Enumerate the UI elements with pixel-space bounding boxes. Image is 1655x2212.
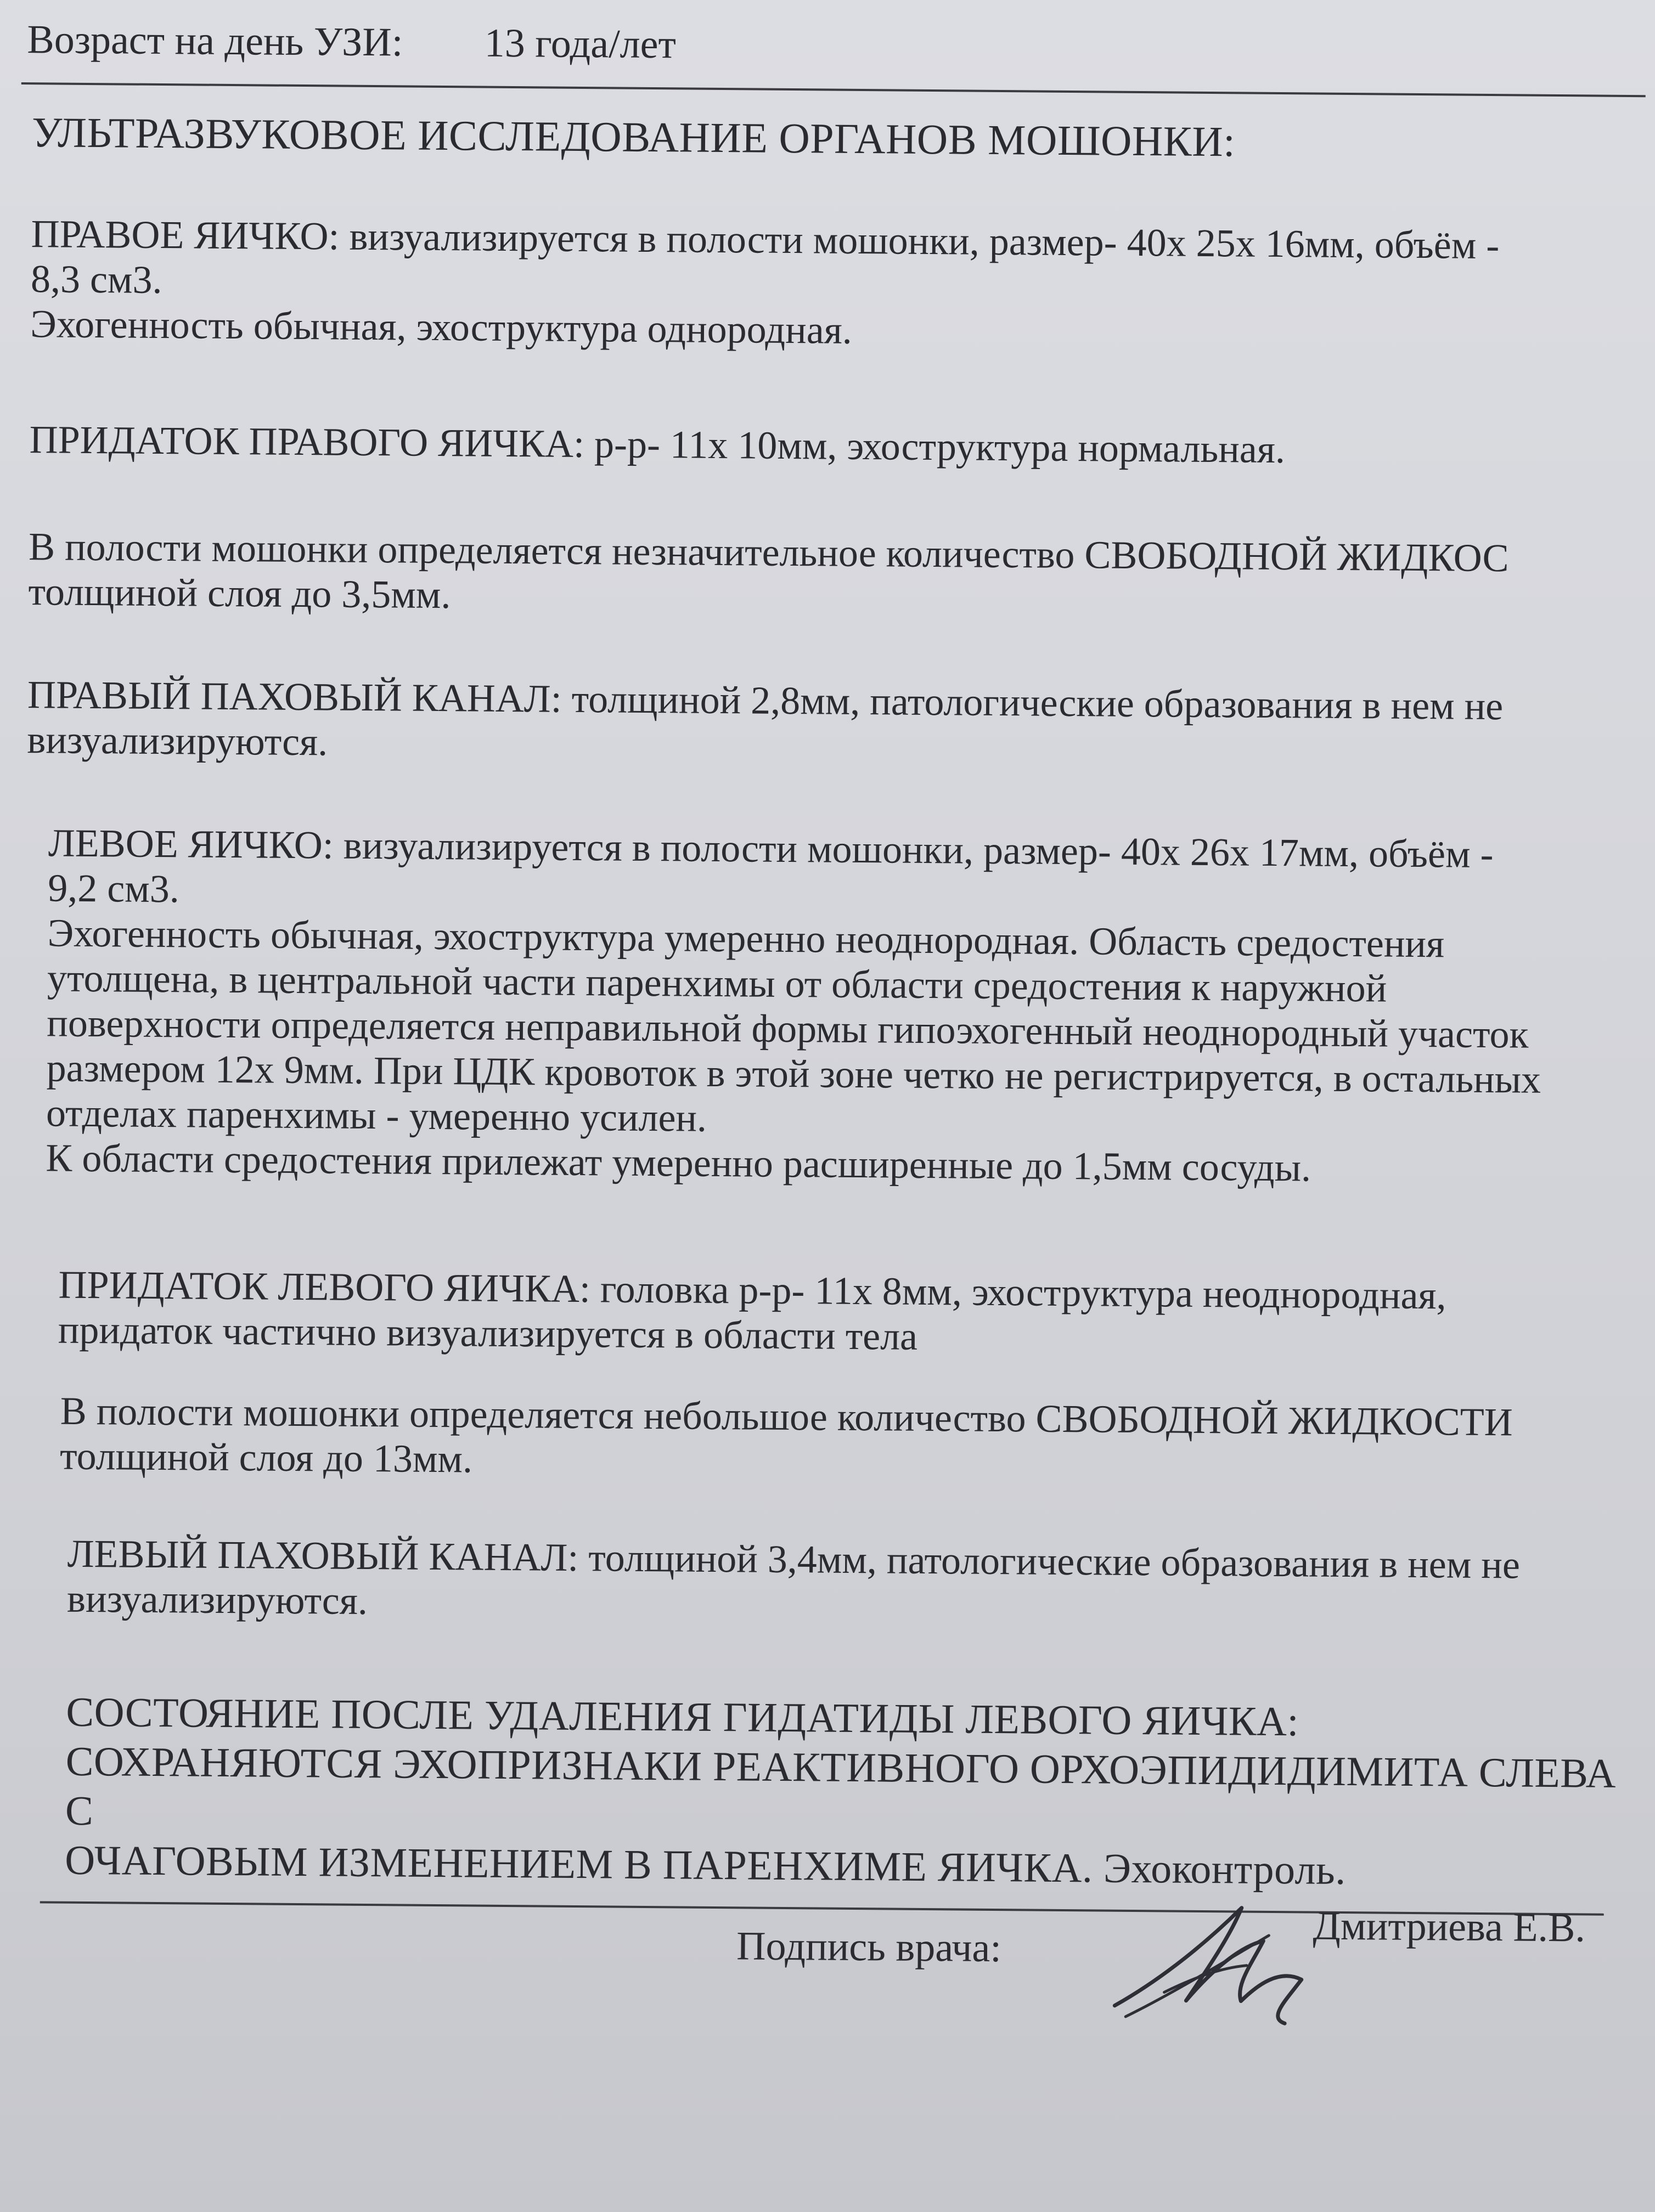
handwritten-signature xyxy=(1104,1874,1335,2040)
conclusion-line-3: ОЧАГОВЫМ ИЗМЕНЕНИЕМ В ПАРЕНХИМЕ ЯИЧКА. Эхоконтроль. xyxy=(65,1837,1347,1894)
age-label: Возраст на день УЗИ: xyxy=(27,17,403,65)
conclusion-section xyxy=(65,1688,1647,1898)
left-canal-section xyxy=(67,1531,1620,1633)
fluid-left-section xyxy=(60,1389,1624,1491)
right-epididymis-line-1: ПРИДАТОК ПРАВОГО ЯИЧКА: р-р- 11х 10мм, эхоструктура нормальная. xyxy=(29,417,1286,472)
right-testis-line-3: Эхогенность обычная, эхоструктура однородная. xyxy=(30,302,853,352)
age-value: 13 года/лет xyxy=(484,20,677,67)
right-epididymis-section xyxy=(29,417,1637,475)
left-canal-line-2: визуализируются. xyxy=(66,1576,368,1623)
left-epididymis-section xyxy=(58,1262,1628,1364)
doctor-name: Дмитриева Е.В. xyxy=(1313,1903,1586,1951)
left-testis-line-5: поверхности определяется неправильной формы гипоэхогенный неоднородный участок xyxy=(47,1001,1529,1057)
right-testis-line-2: 8,3 см3. xyxy=(30,257,162,302)
right-canal-section xyxy=(27,672,1635,775)
right-testis-line-1: ПРАВОЕ ЯИЧКО: визуализируется в полости мошонки, размер- 40х 25х 16мм, объём - xyxy=(31,212,1500,268)
left-testis-line-6: размером 12х 9мм. При ЦДК кровоток в этой зоне четко не регистрируется, в остальных xyxy=(46,1046,1541,1102)
conclusion-line-1: СОСТОЯНИЕ ПОСЛЕ УДАЛЕНИЯ ГИДАТИДЫ ЛЕВОГО ЯИЧКА: xyxy=(66,1689,1299,1745)
left-testis-section xyxy=(46,820,1629,1193)
left-canal-line-1: ЛЕВЫЙ ПАХОВЫЙ КАНАЛ: толщиной 3,4мм, патологические образования в нем не xyxy=(67,1531,1521,1587)
age-line xyxy=(27,16,676,68)
report-title-text: УЛЬТРАЗВУКОВОЕ ИССЛЕДОВАНИЕ ОРГАНОВ МОШОНКИ: xyxy=(31,108,1236,166)
left-testis-line-8: К области средостения прилежат умеренно расширенные до 1,5мм сосуды. xyxy=(46,1136,1311,1190)
fluid-right-line-2: толщиной слоя до 3,5мм. xyxy=(28,569,451,617)
fluid-left-line-2: толщиной слоя до 13мм. xyxy=(59,1434,473,1481)
signature-label: Подпись врача: xyxy=(736,1923,1002,1971)
left-testis-line-4: утолщена, в центральной части паренхимы от области средостения к наружной xyxy=(47,956,1387,1011)
left-testis-line-2: 9,2 см3. xyxy=(47,866,180,911)
left-testis-line-3: Эхогенность обычная, эхоструктура умеренно неоднородная. Область средостения xyxy=(47,911,1445,966)
fluid-left-line-1: В полости мошонки определяется небольшое количество СВОБОДНОЙ ЖИДКОСТИ xyxy=(60,1389,1513,1444)
report-page xyxy=(22,0,1646,1971)
left-testis-line-7: отделах паренхимы - умеренно усилен. xyxy=(46,1091,707,1140)
left-epididymis-line-2: придаток частично визуализируется в области тела xyxy=(58,1307,918,1358)
fluid-right-section xyxy=(28,524,1636,627)
header-divider xyxy=(21,82,1646,97)
right-canal-line-2: визуализируются. xyxy=(27,718,328,764)
conclusion-line-2: СОХРАНЯЮТСЯ ЭХОПРИЗНАКИ РЕАКТИВНОГО ОРХОЭПИДИДИМИТА СЛЕВА С xyxy=(65,1738,1617,1835)
report-title xyxy=(32,110,1640,167)
left-epididymis-line-1: ПРИДАТОК ЛЕВОГО ЯИЧКА: головка р-р- 11х 8мм, эхоструктура неоднородная, xyxy=(58,1262,1446,1318)
right-canal-line-1: ПРАВЫЙ ПАХОВЫЙ КАНАЛ: толщиной 2,8мм, патологические образования в нем не xyxy=(27,673,1504,729)
fluid-right-line-1: В полости мошонки определяется незначительное количество СВОБОДНОЙ ЖИДКОС xyxy=(28,524,1509,580)
right-testis-section xyxy=(30,211,1639,359)
left-testis-line-1: ЛЕВОЕ ЯИЧКО: визуализируется в полости мошонки, размер- 40х 26х 17мм, объём - xyxy=(48,821,1494,877)
